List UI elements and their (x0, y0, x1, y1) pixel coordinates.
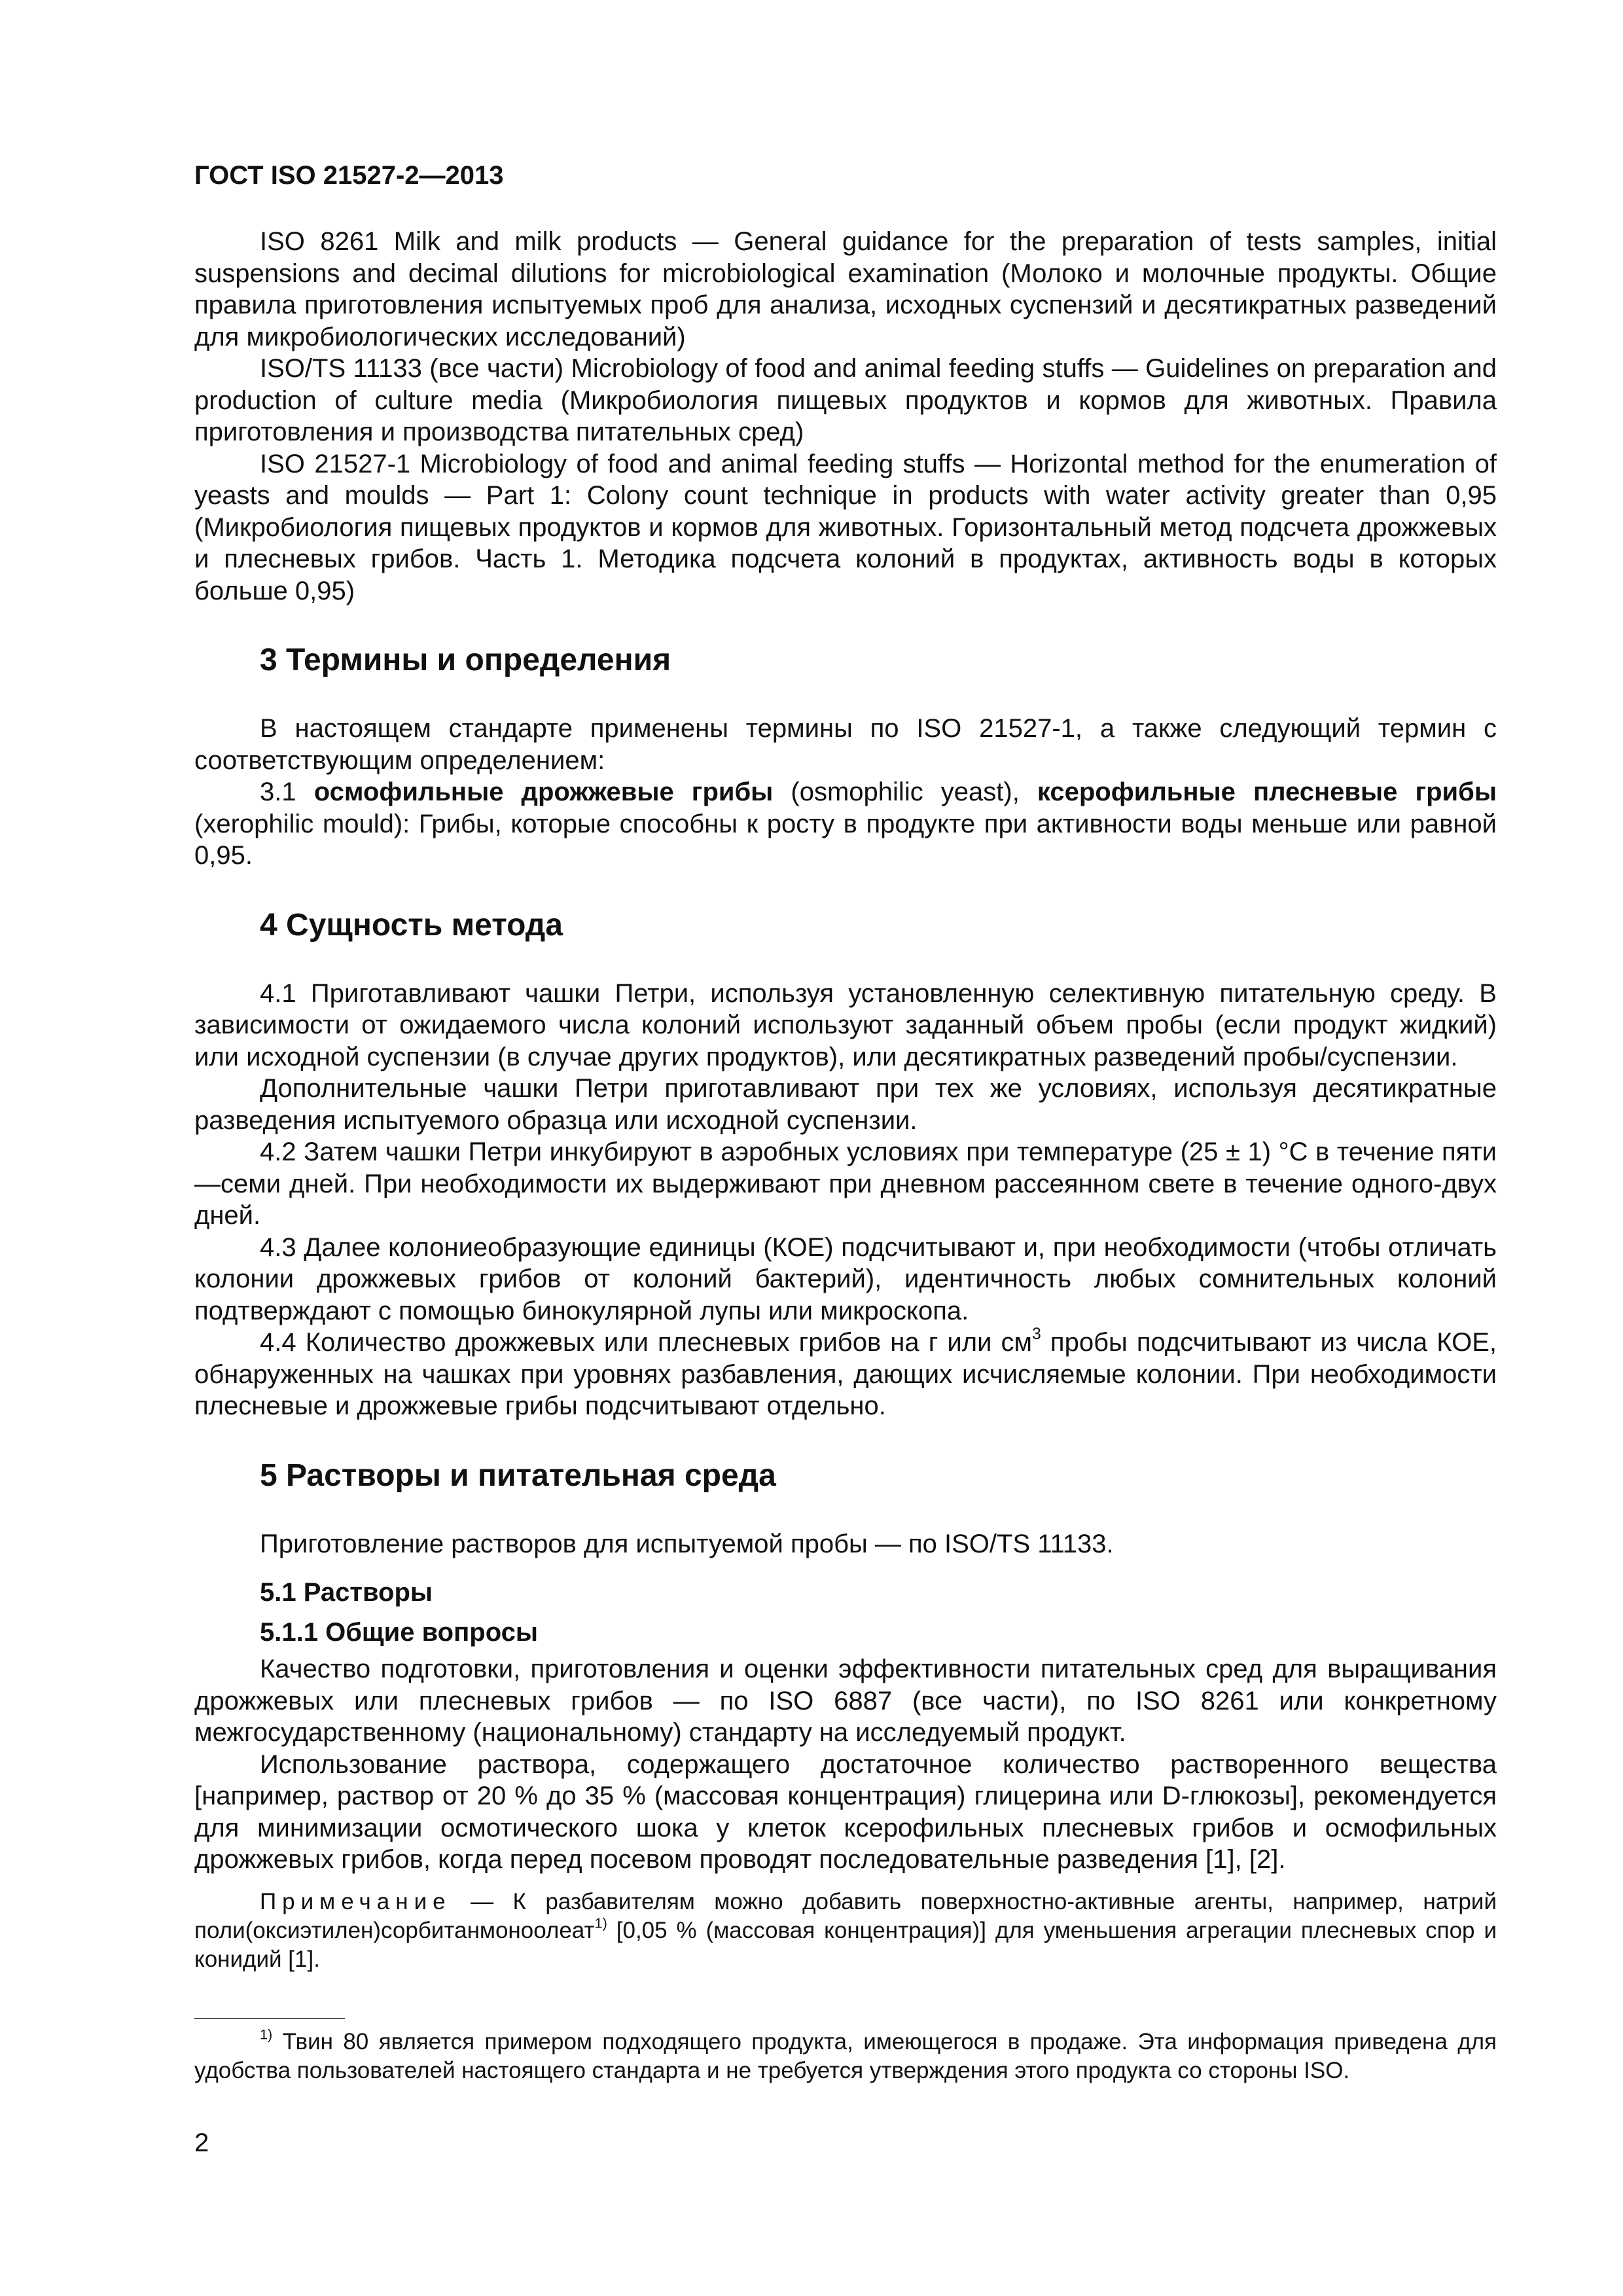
footnote (194, 2028, 1497, 2085)
spacer (194, 1560, 1497, 1569)
paragraph-4-2: 4.2 Затем чашки Петри инкубируют в аэробных условиях при температуре (25 ± 1) °С в течение пяти—семи дней. При необходимости их выдерживают при дневном рассеянном свете в течение одного-двух дней. (194, 1138, 1497, 1230)
paragraph-4-1-additional: Дополнительные чашки Петри приготавливают при тех же условиях, используя десятикратные разведения испытуемого образца или исходной суспензии. (194, 1074, 1497, 1135)
reference-iso-21527-1: ISO 21527-1 Microbiology of food and animal feeding stuffs — Horizontal method for the enumeration of yeasts and moulds — Part 1: Colony count technique in products with water activity greater than 0,95 (Микробиология пищевых продуктов и кормов для животных. Горизонтальный метод подсчета дрожжевых и плесневых грибов. Часть 1. Методика подсчета колоний в продуктах, активность воды в которых больше 0,95) (194, 449, 1497, 605)
page-number: 2 (194, 2128, 209, 2157)
note-paragraph (194, 1888, 1497, 1974)
page-body (194, 226, 1497, 1974)
term-xerophilic-mould: ксерофильные плесневые грибы (1037, 778, 1497, 806)
note-text-start: — К разбавителям можно добавить поверхностно-активные агенты, например, натрий поли(оксиэтилен)сорбитанмоноолеат (194, 1888, 1497, 1943)
term-osmophilic-yeast: осмофильные дрожжевые грибы (313, 778, 774, 806)
term-osmophilic-yeast-en: (osmophilic yeast), (791, 778, 1020, 806)
reference-iso-8261: ISO 8261 Milk and milk products — General guidance for the preparation of tests samples, initial suspensions and decimal dilutions for microbiological examination (Молоко и молочные продукты. Общие правила приготовления испытуемых проб для анализа, исходных суспензий и десятикратных разведений для микробиологических исследований) (194, 227, 1497, 351)
term-number: 3.1 (260, 778, 296, 806)
document-id-header: ГОСТ ISO 21527-2—2013 (194, 161, 504, 190)
term-definition-3-1 (194, 776, 1497, 872)
section-5-heading: 5 Растворы и питательная среда (260, 1458, 776, 1493)
paragraph-5-1-1-solution: Использование раствора, содержащего достаточное количество растворенного вещества [например, раствор от 20 % до 35 % (массовая концентрация) глицерина или D-глюкозы], рекомендуется для минимизации осмотического шока у клеток ксерофильных плесневых грибов и осмофильных дрожжевых грибов, когда перед посевом проводят последовательные разведения [1], [2]. (194, 1749, 1497, 1874)
section-3-intro: В настоящем стандарте применены термины по ISO 21527-1, а также следующий термин с соответствующим определением: (194, 714, 1497, 775)
footnote-marker: 1) (260, 2026, 273, 2043)
footnote-reference: 1) (594, 1914, 607, 1931)
paragraph-4-3: 4.3 Далее колониеобразующие единицы (КОЕ) подсчитывают и, при необходимости (чтобы отличать колонии дрожжевых грибов от колоний бактерий), идентичность любых сомнительных колоний подтверждают с помощью бинокулярной лупы или микроскопа. (194, 1232, 1497, 1325)
section-3-heading: 3 Термины и определения (260, 643, 671, 677)
note-label: Примечание (260, 1888, 452, 1914)
footnote-divider (194, 2018, 345, 2019)
paragraph-5-1-1-quality: Качество подготовки, приготовления и оценки эффективности питательных сред для выращивания дрожжевых или плесневых грибов — по ISO 6887 (все части), по ISO 8261 или конкретному межгосударственному (национальному) стандарту на исследуемый продукт. (194, 1655, 1497, 1747)
paragraph-4-4-start: 4.4 Количество дрожжевых или плесневых грибов на г или см (260, 1328, 1033, 1357)
section-5-intro: Приготовление растворов для испытуемой пробы — по ISO/TS 11133. (260, 1529, 1114, 1558)
note-text-end: [0,05 % (массовая концентрация)] для уменьшения агрегации плесневых спор и конидий [1]. (194, 1917, 1497, 1972)
subsection-5-1-heading: 5.1 Растворы (260, 1578, 433, 1607)
superscript-cubic: 3 (1032, 1325, 1041, 1344)
section-4-heading: 4 Сущность метода (260, 907, 563, 942)
footnote-text: Твин 80 является примером подходящего продукта, имеющегося в продаже. Эта информация приведена для удобства пользователей настоящего стандарта и не требуется утверждения этого продукта со стороны ISO. (194, 2029, 1497, 2083)
paragraph-4-4-end: пробы подсчитывают из числа КОЕ, обнаруженных на чашках при уровнях разбавления, дающих исчисляемые колонии. При необходимости плесневые и дрожжевые грибы подсчитывают отдельно. (194, 1328, 1497, 1420)
term-definition-text: (xerophilic mould): Грибы, которые способны к росту в продукте при активности воды меньше или равной 0,95. (194, 809, 1497, 870)
paragraph-4-1: 4.1 Приготавливают чашки Петри, используя установленную селективную питательную среду. В зависимости от ожидаемого числа колоний используют заданный объем пробы (если продукт жидкий) или исходной суспензии (в случае других продуктов), или десятикратных разведений пробы/суспензии. (194, 978, 1497, 1071)
reference-iso-ts-11133: ISO/TS 11133 (все части) Microbiology of food and animal feeding stuffs — Guidelines on preparation and production of culture media (Микробиология пищевых продуктов и кормов для животных. Правила приготовления и производства питательных сред) (194, 354, 1497, 446)
paragraph-4-4 (194, 1327, 1497, 1422)
subsection-5-1-1-heading: 5.1.1 Общие вопросы (260, 1617, 538, 1647)
